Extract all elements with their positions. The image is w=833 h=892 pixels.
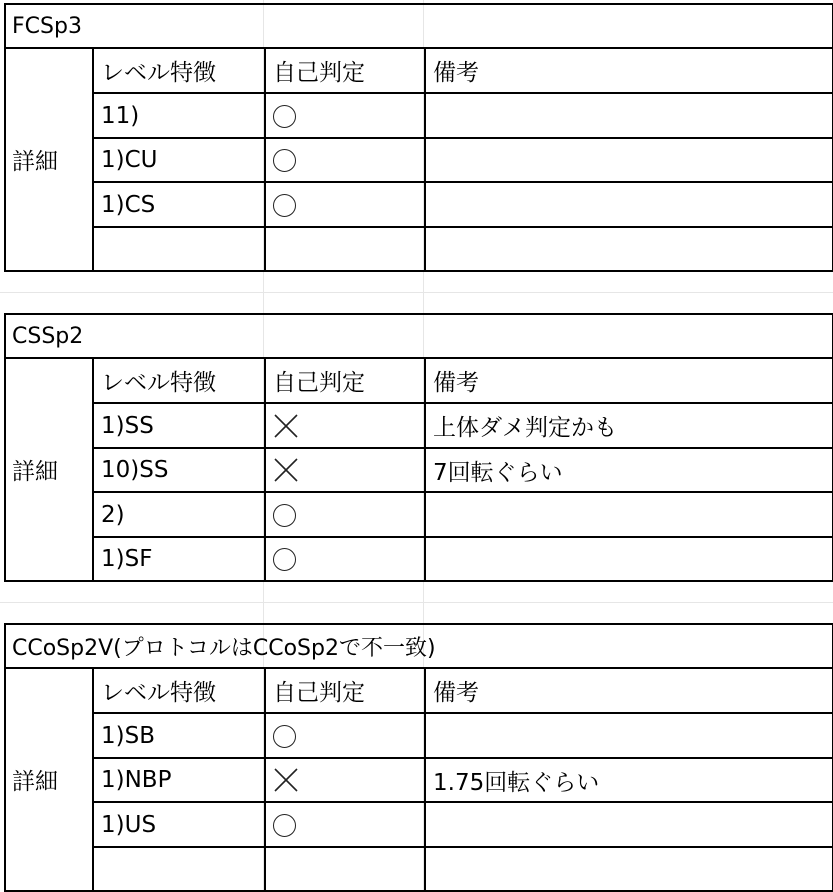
judgement-cell[interactable]	[265, 227, 425, 271]
level-cell[interactable]: 1)SB	[93, 713, 265, 758]
level-cell[interactable]	[93, 847, 265, 891]
circle-mark-icon	[273, 105, 296, 128]
table-row	[5, 227, 833, 271]
header-self-judgement[interactable]: 自己判定	[265, 358, 425, 403]
table-title-row	[5, 314, 833, 358]
remarks-cell[interactable]: 7回転ぐらい	[425, 448, 833, 492]
table-header-row	[5, 358, 833, 403]
judgement-cell[interactable]	[265, 403, 425, 448]
detail-label[interactable]: 詳細	[5, 668, 93, 891]
remarks-cell[interactable]: 上体ダメ判定かも	[425, 403, 833, 448]
judgement-cell[interactable]	[265, 492, 425, 537]
header-level-feature[interactable]: レベル特徴	[93, 358, 265, 403]
remarks-cell[interactable]	[425, 492, 833, 537]
circle-mark-icon	[273, 149, 296, 172]
table-row	[5, 93, 833, 138]
remarks-cell[interactable]	[425, 182, 833, 227]
level-cell[interactable]: 10)SS	[93, 448, 265, 492]
table-row	[5, 403, 833, 448]
element-title[interactable]: CSSp2	[5, 314, 833, 358]
remarks-cell[interactable]	[425, 138, 833, 182]
level-cell[interactable]	[93, 227, 265, 271]
table-title-row	[5, 4, 833, 48]
circle-mark-icon	[273, 194, 296, 217]
header-remarks[interactable]: 備考	[425, 668, 833, 713]
judgement-cell[interactable]	[265, 758, 425, 802]
sheet-gridline	[0, 292, 833, 293]
level-cell[interactable]: 11)	[93, 93, 265, 138]
judgement-cell[interactable]	[265, 713, 425, 758]
circle-mark-icon	[273, 814, 296, 837]
table-row	[5, 492, 833, 537]
level-cell[interactable]: 1)CU	[93, 138, 265, 182]
judgement-cell[interactable]	[265, 847, 425, 891]
detail-label[interactable]: 詳細	[5, 48, 93, 271]
element-title[interactable]: CCoSp2V(プロトコルはCCoSp2で不一致)	[5, 624, 833, 668]
evaluation-table	[4, 623, 833, 892]
circle-mark-icon	[273, 548, 296, 571]
judgement-cell[interactable]	[265, 448, 425, 492]
table-row	[5, 182, 833, 227]
remarks-cell[interactable]	[425, 227, 833, 271]
header-remarks[interactable]: 備考	[425, 358, 833, 403]
judgement-cell[interactable]	[265, 537, 425, 581]
table-row	[5, 758, 833, 802]
sheet-gridline	[0, 602, 833, 603]
level-cell[interactable]: 1)CS	[93, 182, 265, 227]
evaluation-table-block	[4, 3, 832, 272]
table-header-row	[5, 668, 833, 713]
table-row	[5, 537, 833, 581]
cross-mark-icon	[273, 457, 299, 483]
cross-mark-icon	[273, 767, 299, 793]
judgement-cell[interactable]	[265, 802, 425, 847]
header-self-judgement[interactable]: 自己判定	[265, 48, 425, 93]
level-cell[interactable]: 1)SF	[93, 537, 265, 581]
level-cell[interactable]: 1)US	[93, 802, 265, 847]
table-row	[5, 802, 833, 847]
evaluation-table	[4, 313, 833, 582]
table-title-row	[5, 624, 833, 668]
evaluation-table-block	[4, 623, 832, 892]
level-cell[interactable]: 1)NBP	[93, 758, 265, 802]
remarks-cell[interactable]	[425, 537, 833, 581]
remarks-cell[interactable]	[425, 713, 833, 758]
evaluation-table-block	[4, 313, 832, 582]
detail-label[interactable]: 詳細	[5, 358, 93, 581]
circle-mark-icon	[273, 725, 296, 748]
remarks-cell[interactable]: 1.75回転ぐらい	[425, 758, 833, 802]
table-row	[5, 847, 833, 891]
level-cell[interactable]: 1)SS	[93, 403, 265, 448]
remarks-cell[interactable]	[425, 802, 833, 847]
table-row	[5, 138, 833, 182]
table-header-row	[5, 48, 833, 93]
cross-mark-icon	[273, 413, 299, 439]
table-row	[5, 448, 833, 492]
remarks-cell[interactable]	[425, 847, 833, 891]
judgement-cell[interactable]	[265, 182, 425, 227]
header-level-feature[interactable]: レベル特徴	[93, 668, 265, 713]
level-cell[interactable]: 2)	[93, 492, 265, 537]
header-level-feature[interactable]: レベル特徴	[93, 48, 265, 93]
judgement-cell[interactable]	[265, 93, 425, 138]
header-self-judgement[interactable]: 自己判定	[265, 668, 425, 713]
circle-mark-icon	[273, 504, 296, 527]
judgement-cell[interactable]	[265, 138, 425, 182]
table-row	[5, 713, 833, 758]
remarks-cell[interactable]	[425, 93, 833, 138]
element-title[interactable]: FCSp3	[5, 4, 833, 48]
header-remarks[interactable]: 備考	[425, 48, 833, 93]
evaluation-table	[4, 3, 833, 272]
